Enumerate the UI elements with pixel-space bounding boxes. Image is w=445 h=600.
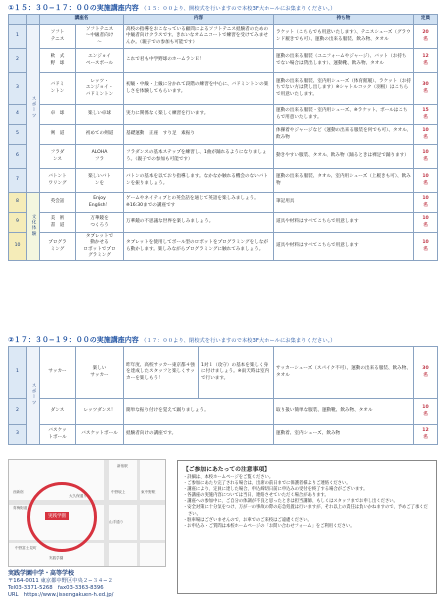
map-label: 東中野駅 — [141, 490, 156, 494]
notice-box — [177, 460, 437, 594]
course-title: ALOHA フラ — [76, 145, 124, 169]
table2 — [8, 346, 438, 445]
row-number: 2 — [9, 49, 27, 73]
course-items: 筆記用具 — [274, 193, 414, 213]
course-name: フラダ ンス — [40, 145, 76, 169]
contact-phone: Tel03-3371-5268 fax03-3363-8396 — [8, 584, 104, 591]
course-content: フラダンスの基本ステップを練習し、1曲が踊れるようになりましょう。（親子での参加も可能です） — [124, 145, 274, 169]
table-row — [9, 125, 438, 145]
course-items: 動きやすい服装、タオル、飲み物（踊るときは裸足で踊ります） — [274, 145, 414, 169]
course-content-detail: 1対１（攻守）の基本を楽しく身に付けましょう。※雨天時は室内で行います。 — [199, 347, 274, 399]
course-title: エンジョイ ベースボール — [76, 49, 124, 73]
course-title: Enjoy English！ — [76, 193, 124, 213]
course-capacity: 30 名 — [414, 73, 438, 105]
section2-title: ②１７：３０−１９：００の実施講座内容 （１７：００より、閉校式を行いますので本校3F大ホールにお集まりください。） — [8, 336, 336, 344]
row-number: 2 — [9, 399, 27, 425]
header-course: 講座名 — [40, 15, 124, 25]
course-content: 経験者向けの講座です。 — [124, 425, 274, 445]
table-row — [9, 49, 438, 73]
course-items: 体操着やジャージなど（運動の出来る服装を何でも可）、タオル、飲み物 — [274, 125, 414, 145]
course-name: 卓 球 — [40, 105, 76, 125]
course-content: 高校の指導をおこなっている顧問によるソフトテニス経験者のための中級者向けクラスです。きれいなオムニコートで練習を受けてみませんか。（親子での参加も可能です） — [124, 25, 274, 49]
contact-address: 〒164-0011 東京都中野区中央２−３４−２ — [8, 577, 113, 584]
map-label: 実践学園 — [49, 556, 64, 560]
course-capacity: 12 名 — [414, 49, 438, 73]
course-items: ラケット（こちらでも用意いたします）、テニスシューズ（グラウンド履きでも可）、運動の出来る服装、飲み物、タオル — [274, 25, 414, 49]
course-items: 取り扱い簡単な服装、運動靴、飲み物、タオル — [274, 399, 414, 425]
course-content: 昨年度、高校サッカー東京都４強を達成したスタッフと楽しくサッカーを楽しもう！ — [124, 347, 199, 399]
course-items: 運動の出来る服装、タオル、室内用シューズ（上履きも可）、飲み物 — [274, 169, 414, 193]
notice-item: ・講座により、定員に達した場合、申込締切日前に申込みの受付を終了する場合がございます。 — [183, 487, 368, 493]
course-items: 道具や材料はすべてこちらで用意します — [274, 233, 414, 261]
section1-title: ①１５：３０−１７：００の実施講座内容 （１５：００より、開校式を行いますので本校3F大ホールにお集まりください。） — [8, 4, 336, 12]
course-name: ダンス — [40, 399, 76, 425]
course-content: 初級・中級・上級に分かれて段階の練習を中心に、バドミントンの楽しさを体験してもらいます。 — [124, 73, 274, 105]
course-name: バトント ワリング — [40, 169, 76, 193]
course-title: 万華鏡を つくろう — [76, 213, 124, 233]
contact-url[interactable]: URL https://www.jissengakuen-h.ed.jp/ — [8, 591, 114, 598]
row-number: 10 — [9, 233, 27, 261]
course-capacity: 10 名 — [414, 145, 438, 169]
course-capacity: 10 名 — [414, 125, 438, 145]
row-number: 3 — [9, 73, 27, 105]
notice-item: ・ご参加にあたり完了される場合は、出席の前日までに保護者様よりご連絡ください。 — [183, 481, 351, 487]
notice-item: ・駐車場はございませんので、お車でのご来校はご遠慮ください。 — [183, 517, 312, 523]
course-name: 美 術 書 道 — [40, 213, 76, 233]
table-row — [9, 213, 438, 233]
course-name: バドミ ントン — [40, 73, 76, 105]
course-title: タブレットで 動かせる ロボットでプロ グラミング — [76, 233, 124, 261]
table-row — [9, 105, 438, 125]
row-number: 9 — [9, 213, 27, 233]
table-row — [9, 399, 438, 425]
table1 — [8, 14, 438, 261]
course-name: ソフト テニス — [40, 25, 76, 49]
course-title: レッツダンス！ — [76, 399, 124, 425]
table-row — [9, 425, 438, 445]
map-school-badge: 実践学園 — [45, 512, 69, 520]
table-row — [9, 25, 438, 49]
course-content: 万華鏡の不思議な世界を楽しみましょう。 — [124, 213, 274, 233]
map-label: 山手通り — [109, 520, 124, 524]
notice-title: 【ご参加にあたっての注意事項】 — [183, 467, 270, 473]
course-title: レッツ・ エンジョイ・ バドミントン — [76, 73, 124, 105]
course-name: プログラ ミング — [40, 233, 76, 261]
course-capacity: 10 名 — [414, 213, 438, 233]
course-name: サッカー — [40, 347, 76, 399]
course-items: 道具や材料はすべてこちらで用意します — [274, 213, 414, 233]
category-label: 文化体験 — [31, 213, 37, 237]
course-content: これで君も中学野球のホームランＥ！ — [124, 49, 274, 73]
row-number: 6 — [9, 145, 27, 169]
notice-item: ・詳細は、本校ホームページをご覧ください。 — [183, 475, 274, 480]
table-row — [9, 169, 438, 193]
category-label: スポーツ — [31, 95, 37, 119]
course-content: ゲームやネイティブとの英会話を通じて英語を楽しみましょう。 ※16:30までの講座です — [124, 193, 274, 213]
contact-school-name: 実践学園中学・高等学校 — [8, 570, 75, 577]
course-content: タブレットを使用してボール型のロボットをプログラミングをしながら動かします。楽しみながらプログラミングに触れてみましょう。 — [124, 233, 274, 261]
table-row — [9, 233, 438, 261]
row-number: 4 — [9, 105, 27, 125]
course-capacity: 10 名 — [414, 193, 438, 213]
course-name: 軟 式 野 球 — [40, 49, 76, 73]
course-items: 運動着、室内シューズ、飲み物 — [274, 425, 414, 445]
row-number: 1 — [9, 347, 27, 399]
table-row — [9, 145, 438, 169]
course-title: 楽しい卓球 — [76, 105, 124, 125]
course-capacity: 10 名 — [414, 399, 438, 425]
row-number: 3 — [9, 425, 27, 445]
table-row — [9, 193, 438, 213]
contact-block — [8, 570, 173, 599]
course-title: 楽しいバト ンを — [76, 169, 124, 193]
notice-list — [183, 475, 431, 530]
map-label: 中野富士見町 — [15, 546, 37, 550]
map-label: 青梅街道 — [13, 506, 28, 510]
course-items: 運動の出来る服装、室内用シューズ（体育館履）、ラケット（お持ちでない方は貸し出します）※シャトルコック（羽根）はこちらで用意いたします。 — [274, 73, 414, 105]
category-label: スポーツ — [31, 382, 37, 406]
header-items: 持ち物 — [274, 15, 414, 25]
course-content: バトンの基本を以ており指導します。なかなか触れる機会のないバトンを振りましょう。 — [124, 169, 274, 193]
header-capacity: 定員 — [414, 15, 438, 25]
notice-item: ・お申込み・ご質問は本校ホームページの「お問い合わせフォーム」をご利用ください。 — [183, 523, 355, 529]
table-row — [9, 73, 438, 105]
row-number: 1 — [9, 25, 27, 49]
category-sports — [27, 25, 40, 193]
course-capacity: 15 名 — [414, 105, 438, 125]
course-title: ソフトテニス 〜中級者向け 〜 — [76, 25, 124, 49]
course-capacity: 10 名 — [414, 233, 438, 261]
course-content: 基礎運動 正座 すり足 素振り — [124, 125, 274, 145]
course-capacity: 30 名 — [414, 347, 438, 399]
course-capacity: 12 名 — [414, 425, 438, 445]
course-title: 初めての剣道 — [76, 125, 124, 145]
category-culture — [27, 193, 40, 261]
course-name: 英会話 — [40, 193, 76, 213]
course-items: 運動の出来る服装（ユニフォームやジャージ）、バット（お持ちでない場合は貸出します）、運動靴、飲み物、タオル — [274, 49, 414, 73]
map-label: 中野坂上 — [111, 490, 126, 494]
course-content: 簡単な振り付けを覚えて踊りましょう。 — [124, 399, 274, 425]
category-sports — [27, 347, 40, 445]
map-label: 西新宿 — [13, 490, 24, 494]
row-number: 8 — [9, 193, 27, 213]
header-content: 内容 — [124, 15, 274, 25]
course-items: 運動の出来る服装・室内用シューズ、※ラケット、ボールはこちらで用意いたします。 — [274, 105, 414, 125]
map-label: 新宿駅 — [117, 464, 128, 468]
course-name: 剣 道 — [40, 125, 76, 145]
notice-item: ・講座への参加中に、ご自分の体調が不良と思ったときは担当講師、もしくはスタッフまでお申し出ください。 — [183, 499, 398, 505]
notice-item: ・各講座の実施内容については当日、連絡させていただく場合があります。 — [183, 493, 329, 499]
course-name: バスケッ トボール — [40, 425, 76, 445]
course-capacity: 10 名 — [414, 169, 438, 193]
course-capacity: 20 名 — [414, 25, 438, 49]
map-label: 大久保通り — [69, 494, 87, 498]
course-items: サッカーシューズ（スパイク不可）、運動の出来る服装、飲み物、タオル — [274, 347, 414, 399]
table-row — [9, 347, 438, 399]
course-content: 実力に関係なく楽しく練習を行います。 — [124, 105, 274, 125]
course-title: 楽しい サッカー — [76, 347, 124, 399]
row-number: 5 — [9, 125, 27, 145]
course-title: バスケットボール — [76, 425, 124, 445]
notice-item: ・安全対策に十分気をつけ、万が一の事故の際の応急処置は行いますが、それ以上の責任は負いかねますので、予めご了承ください。 — [183, 505, 428, 517]
row-number: 7 — [9, 169, 27, 193]
access-map — [8, 459, 166, 567]
